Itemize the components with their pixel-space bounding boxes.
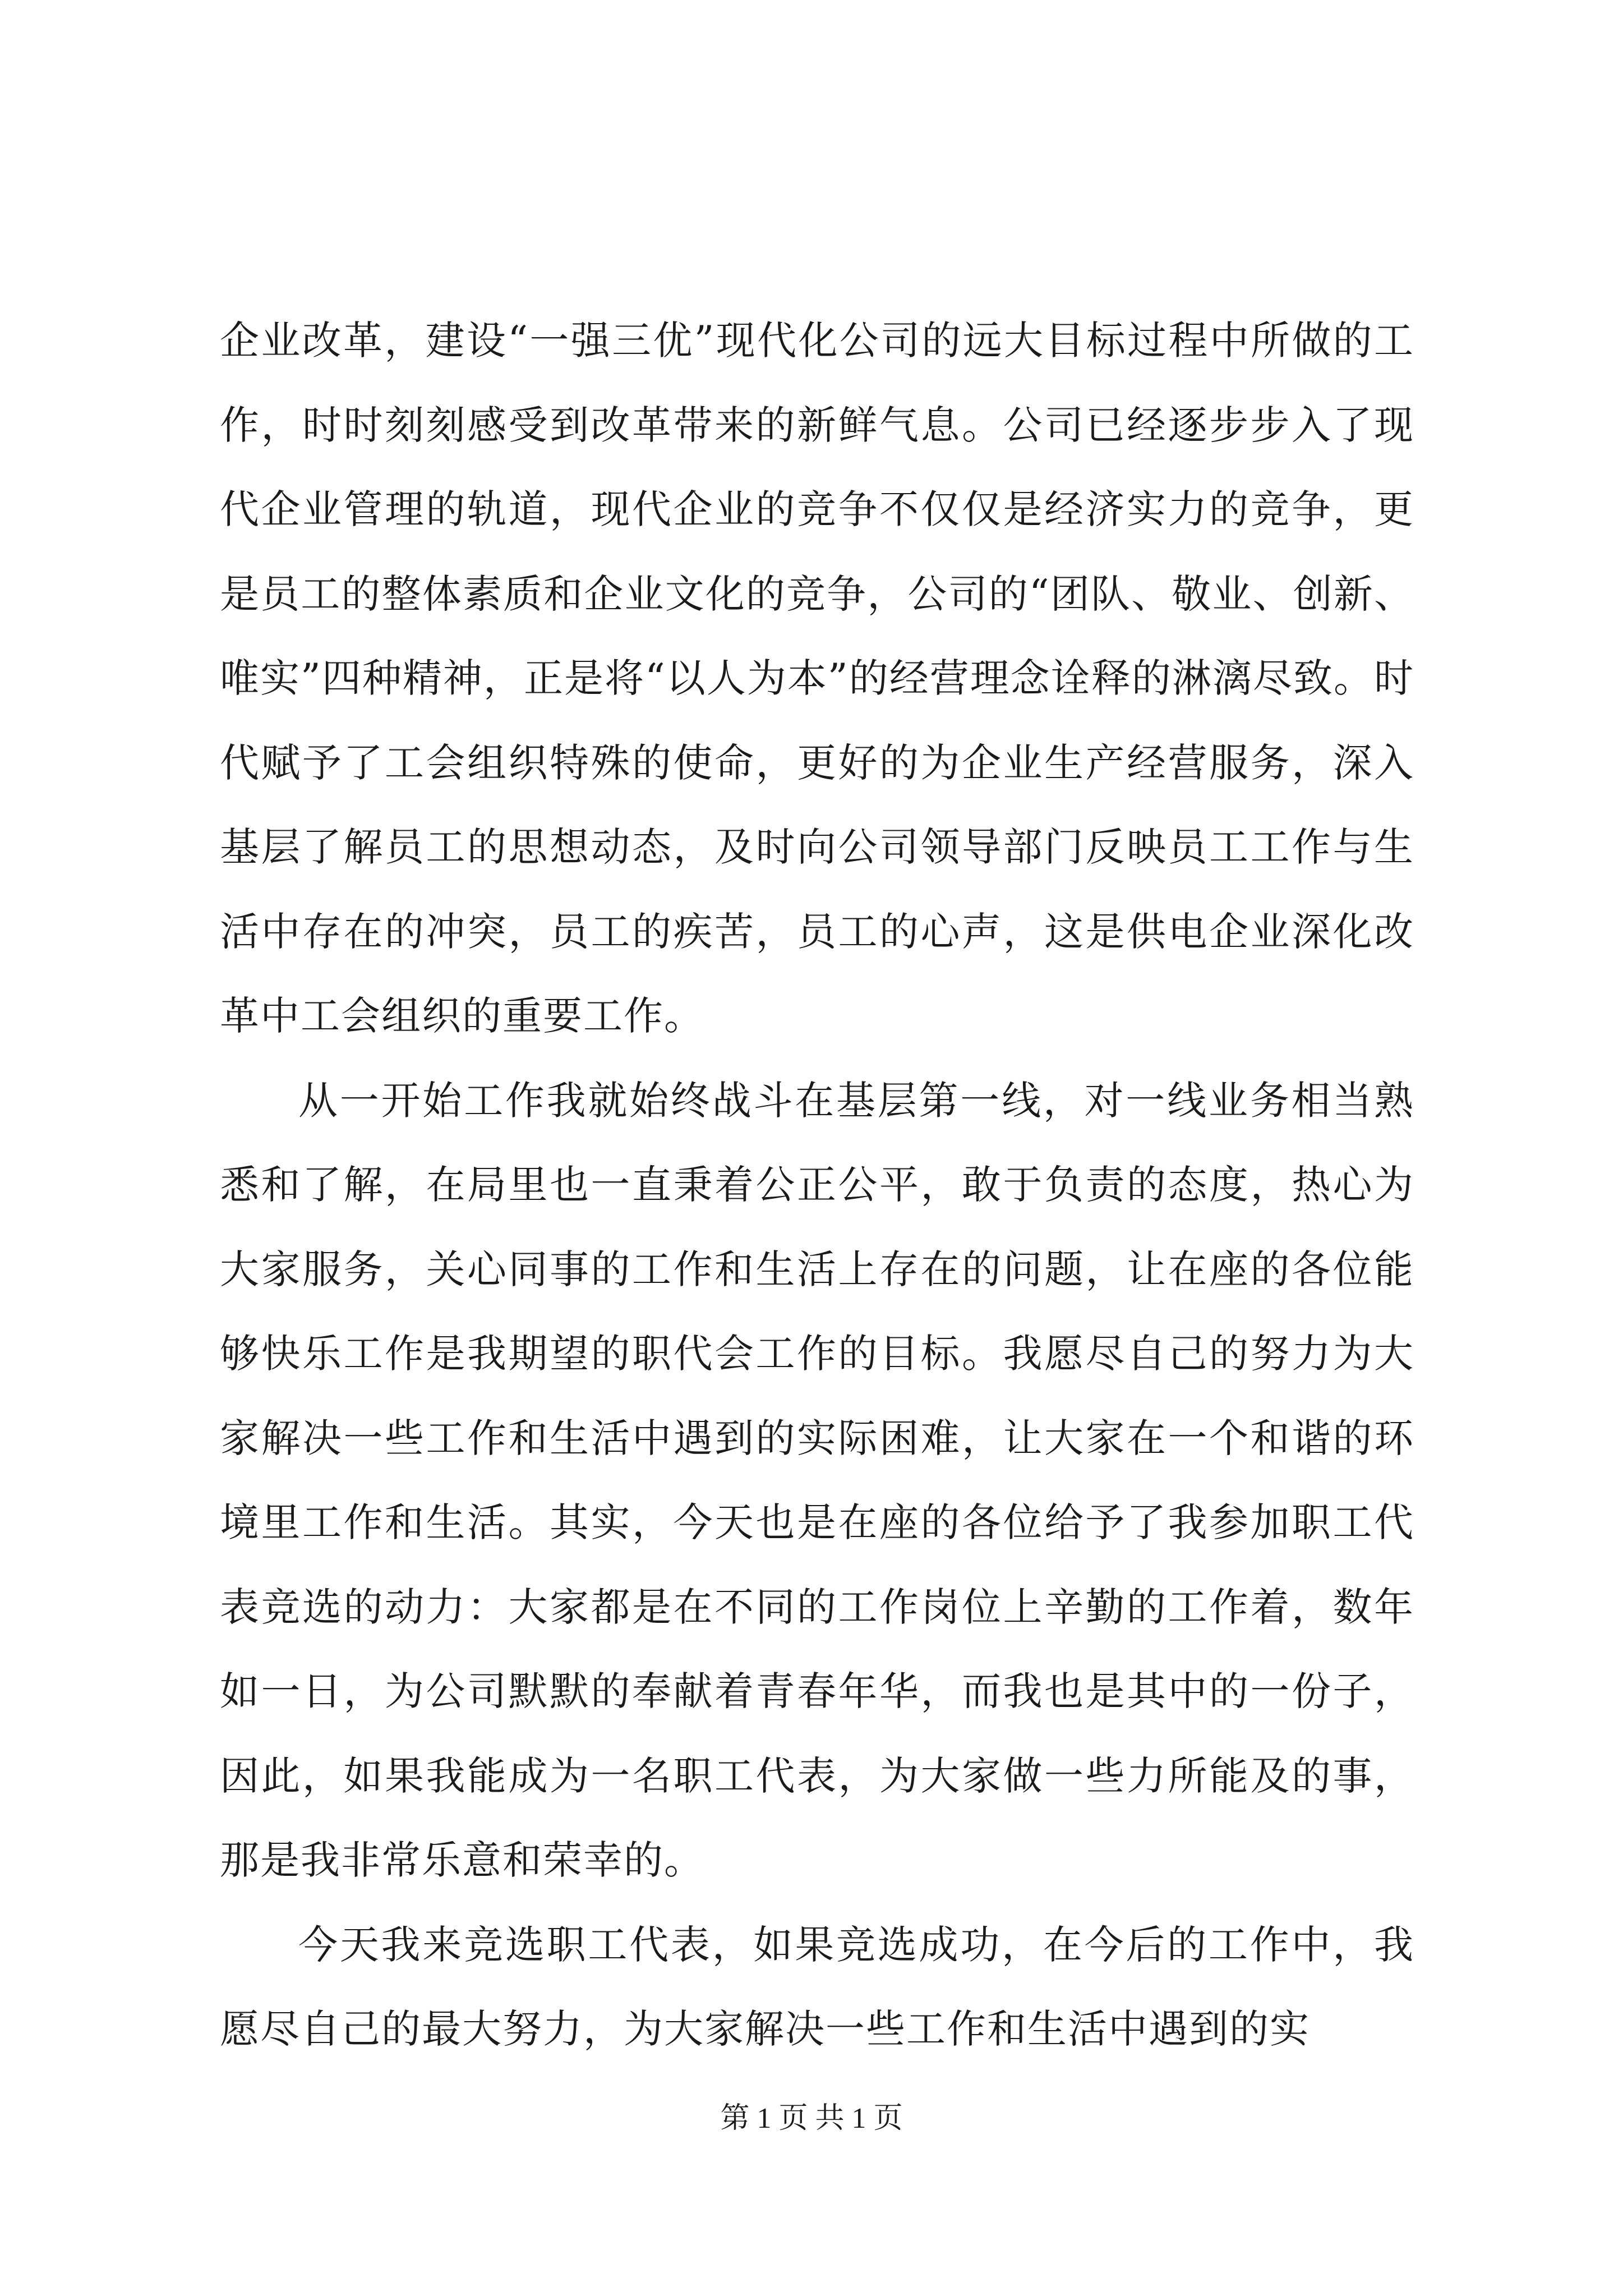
page-number-footer: 第 1 页 共 1 页 bbox=[720, 2102, 903, 2134]
paragraph-3: 今天我来竞选职工代表，如果竞选成功，在今后的工作中，我愿尽自己的最大努力，为大家解决一些工作和生活中遇到的实 bbox=[220, 1921, 1414, 2052]
document-body bbox=[220, 298, 1414, 2072]
paragraph-1: 企业改革，建设“一强三优”现代化公司的远大目标过程中所做的工作，时时刻刻感受到改革带来的新鲜气息。公司已经逐步步入了现代企业管理的轨道，现代企业的竞争不仅仅是经济实力的竞争，更是员工的整体素质和企业文化的竞争，公司的“团队、敬业、创新、唯实”四种精神，正是将“以人为本”的经营理念诠释的淋漓尽致。时代赋予了工会组织特殊的使命，更好的为企业生产经营服务，深入基层了解员工的思想动态，及时向公司领导部门反映员工工作与生活中存在的冲突，员工的疾苦，员工的心声，这是供电企业深化改革中工会组织的重要工作。 bbox=[220, 318, 1414, 1039]
paragraph-2: 从一开始工作我就始终战斗在基层第一线，对一线业务相当熟悉和了解，在局里也一直秉着公正公平，敢于负责的态度，热心为大家服务，关心同事的工作和生活上存在的问题，让在座的各位能够快乐工作是我期望的职代会工作的目标。我愿尽自己的努力为大家解决一些工作和生活中遇到的实际困难，让大家在一个和谐的环境里工作和生活。其实，今天也是在座的各位给予了我参加职工代表竞选的动力：大家都是在不同的工作岗位上辛勤的工作着，数年如一日，为公司默默的奉献着青春年华，而我也是其中的一份子，因此，如果我能成为一名职工代表，为大家做一些力所能及的事，那是我非常乐意和荣幸的。 bbox=[220, 1077, 1414, 1883]
